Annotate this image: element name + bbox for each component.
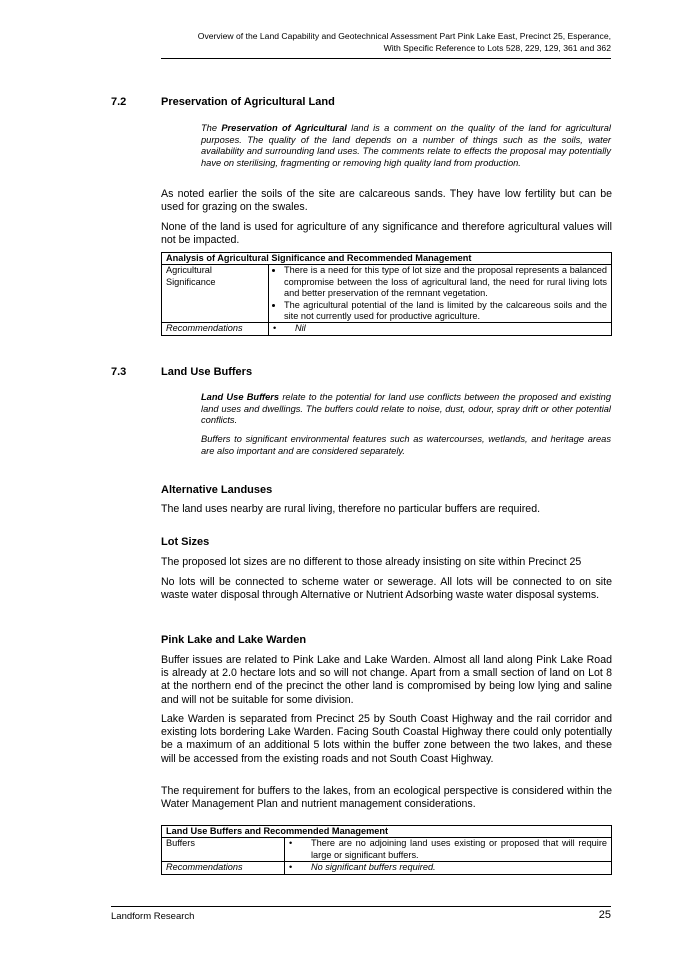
agricultural-significance-table xyxy=(161,252,612,336)
list-item: • The agricultural potential of the land is limited by the calcareous soils and the site not currently used for productive agriculture. xyxy=(284,300,607,323)
subheading-alternative-landuses: Alternative Landuses xyxy=(161,484,273,496)
row-label-recommendations: Recommendations xyxy=(162,323,269,335)
paragraph-lake-buffers: The requirement for buffers to the lakes, from an ecological perspective is considered within the Water Management Plan and nutrient management considerations. xyxy=(161,785,612,811)
paragraph-agricultural-values: None of the land is used for agriculture of any significance and therefore agricultural values will not be impacted. xyxy=(161,221,612,247)
paragraph-alternative-landuses: The land uses nearby are rural living, therefore no particular buffers are required. xyxy=(161,503,541,515)
table-row xyxy=(162,838,612,862)
header-line-2: With Specific Reference to Lots 528, 229, 129, 361 and 362 xyxy=(383,42,611,53)
header-rule xyxy=(161,58,611,59)
definition-term: Preservation of Agricultural xyxy=(221,123,347,133)
row-value-agricultural-significance xyxy=(269,265,612,323)
subheading-pink-lake: Pink Lake and Lake Warden xyxy=(161,634,307,646)
paragraph-lake-warden: Lake Warden is separated from Precinct 25 by South Coast Highway and the rail corridor and existing lots bordering Lake Warden. Facing South Coastal Highway there could only potentially be a maximum of an additional 5 lots within the buffer zone between the two lakes, and these will be accessed from the existing roads and not South Coast Highway. xyxy=(161,713,612,765)
table-row xyxy=(162,862,612,874)
page-number: 25 xyxy=(598,909,611,921)
row-label-buffers: Buffers xyxy=(162,838,285,862)
table-header-row xyxy=(162,253,612,265)
header-line-1: Overview of the Land Capability and Geotechnical Assessment Part Pink Lake East, Precinct 25, Esperance, xyxy=(197,31,611,41)
table-heading: Land Use Buffers and Recommended Management xyxy=(162,826,612,838)
row-value-buffers: • There are no adjoining land uses existing or proposed that will require large or significant buffers. xyxy=(285,838,612,862)
section-title-7-3: Land Use Buffers xyxy=(161,366,253,378)
subheading-lot-sizes: Lot Sizes xyxy=(161,536,210,548)
table-row xyxy=(162,265,612,323)
table-header-row xyxy=(162,826,612,838)
land-use-buffers-table xyxy=(161,825,612,875)
bullet: • xyxy=(289,862,293,873)
section-number-7-3: 7.3 xyxy=(111,366,127,378)
bullet: • xyxy=(273,323,277,334)
definition-paragraph-7-2: The Preservation of Agricultural land is a comment on the quality of the land for agricultural purposes. The quality of the land depends on a number of things such as the soils, water availability and surrounding land uses. The comments relate to effects the proposal may potentially have on sterilising, fragmenting or removing high quality land from production. xyxy=(201,123,611,168)
table-heading: Analysis of Agricultural Significance and Recommended Management xyxy=(162,253,612,265)
bullet: • xyxy=(289,838,293,849)
paragraph-soils: As noted earlier the soils of the site are calcareous sands. They have low fertility but can be used for grazing on the swales. xyxy=(161,188,612,214)
definition-term: Land Use Buffers xyxy=(201,392,280,402)
row-label-recommendations: Recommendations xyxy=(162,862,285,874)
list-item: • There is a need for this type of lot size and the proposal represents a balanced compromise between the loss of agricultural land, the need for rural living lots and better preservation of the remnant vegetation. xyxy=(284,265,607,299)
buffers-environmental-paragraph: Buffers to significant environmental features such as watercourses, wetlands, and heritage areas are also important and are considered separately. xyxy=(201,434,611,456)
row-value-recommendations: • Nil xyxy=(269,323,612,335)
table-row xyxy=(162,323,612,335)
section-title-7-2: Preservation of Agricultural Land xyxy=(161,96,335,108)
running-header xyxy=(91,31,611,54)
definition-paragraph-7-3: Land Use Buffers relate to the potential for land use conflicts between the proposed and existing land uses and dwellings. The buffers could relate to noise, dust, odour, spray drift or other potential conflicts. xyxy=(201,392,611,426)
footer-author: Landform Research xyxy=(111,911,195,922)
footer-rule xyxy=(111,906,611,907)
paragraph-waste-water: No lots will be connected to scheme water or sewerage. All lots will be connected to on site waste water disposal through Alternative or Nutrient Adsorbing waste water disposal systems. xyxy=(161,576,612,602)
row-label-agricultural-significance: Agricultural Significance xyxy=(162,265,269,323)
section-number-7-2: 7.2 xyxy=(111,96,127,108)
row-value-recommendations: • No significant buffers required. xyxy=(285,862,612,874)
paragraph-pink-lake: Buffer issues are related to Pink Lake and Lake Warden. Almost all land along Pink Lake Road is already at 2.0 hectare lots and so will not change. Apart from a small section of land on Lot 8 at the northern end of the precinct the other land is compromised by being low lying and saline and will not be suitable for some division. xyxy=(161,654,612,706)
paragraph-lot-sizes: The proposed lot sizes are no different to those already insisting on site within Precinct 25 xyxy=(161,556,582,568)
